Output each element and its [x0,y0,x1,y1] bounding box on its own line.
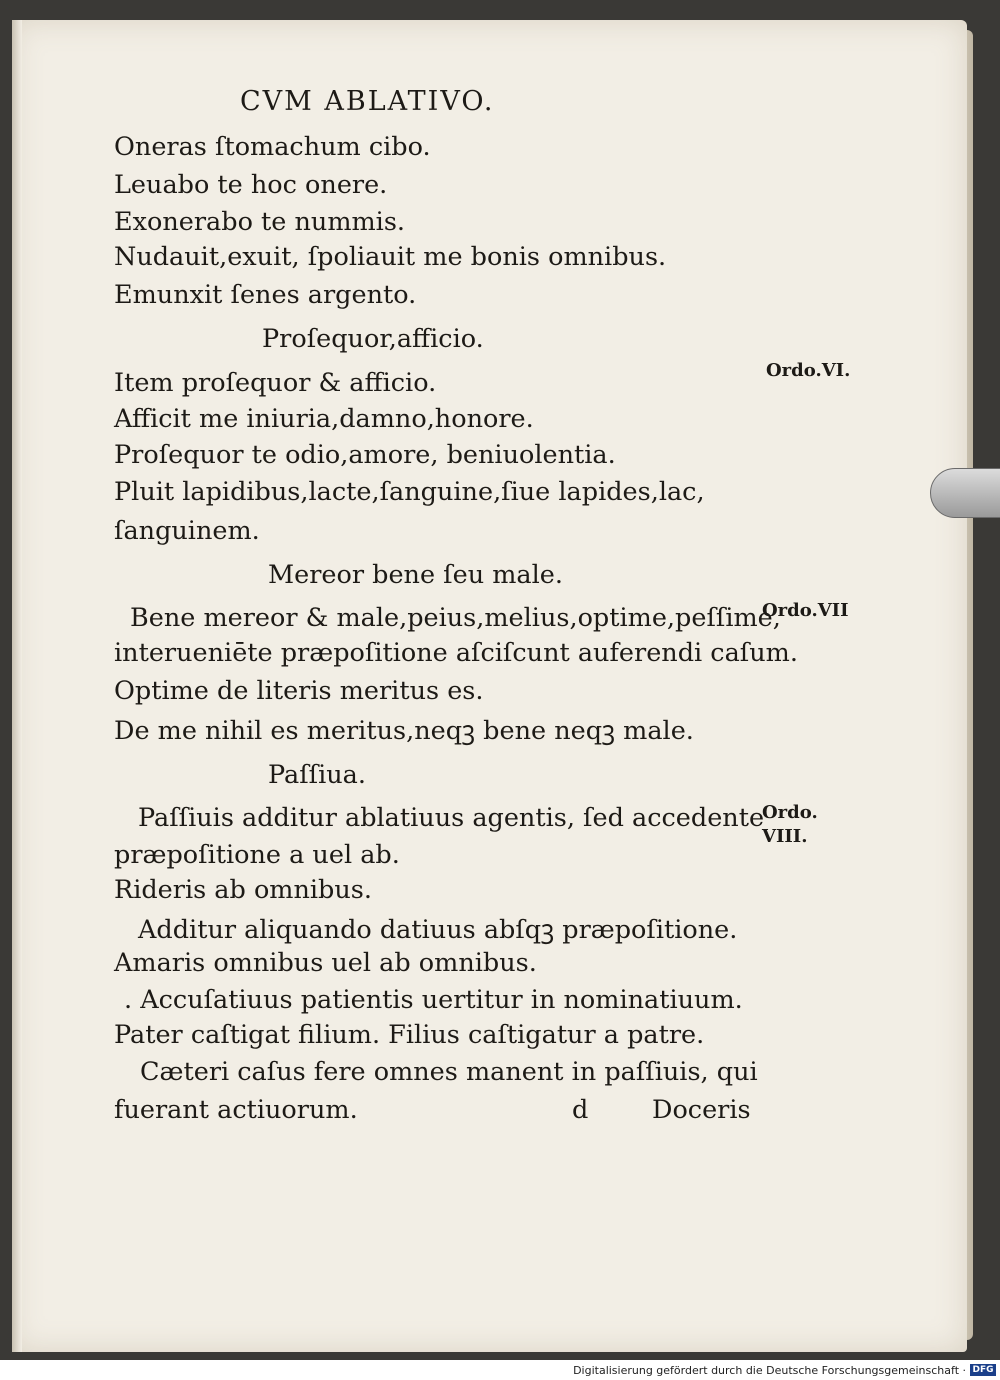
dfg-credit: Digitalisierung gefördert durch die Deutsche Forschungsgemeinschaft · [573,1364,966,1377]
text-line: Rideris ab omnibus. [114,875,372,905]
text-line: Optime de literis meritus es. [114,676,484,706]
text-line: Leuabo te hoc onere. [114,170,388,200]
text-line: Cæteri caſus fere omnes manent in paſſiuis, qui [140,1057,758,1087]
text-line: Amaris omnibus uel ab omnibus. [114,948,537,978]
dfg-logo: DFG [970,1364,996,1376]
section-heading: Proſequor,afficio. [262,324,484,354]
section-heading: Mereor bene ſeu male. [268,560,563,590]
text-line: Item proſequor & afficio. [114,368,437,398]
page-header: CVM ABLATIVO. [240,86,495,117]
text-line: præpoſitione a uel ab. [114,840,400,870]
text-line: Paſſiuis additur ablatiuus agentis, ſed accedente [138,803,765,833]
margin-note: VIII. [762,826,808,847]
margin-note: Ordo.VI. [766,360,851,381]
signature-mark: d [572,1095,589,1125]
text-line: Afficit me iniuria,damno,honore. [114,404,534,434]
text-line: De me nihil es meritus,neqꝫ bene neqꝫ male. [114,716,694,746]
bookmark-tab [930,468,1000,518]
text-line: Emunxit ſenes argento. [114,280,417,310]
text-line: Additur aliquando datiuus abſqꝫ præpoſitione. [138,915,738,945]
margin-note: Ordo.VII [762,600,849,621]
text-line: fuerant actiuorum. [114,1095,358,1125]
page-gutter [12,20,22,1352]
text-line: interueniēte præpoſitione aſciſcunt auferendi caſum. [114,638,798,668]
text-line: ſanguinem. [114,516,260,546]
text-line: Exonerabo te nummis. [114,207,406,237]
section-heading: Paſſiua. [268,760,366,790]
text-line: . Accuſatiuus patientis uertitur in nominatiuum. [124,985,743,1015]
text-line: Bene mereor & male,peius,melius,optime,peſſime, [130,603,781,633]
text-line: Oneras ſtomachum cibo. [114,132,431,162]
text-line: Pater caſtigat filium. Filius caſtigatur a patre. [114,1020,705,1050]
text-line: Nudauit,exuit, ſpoliauit me bonis omnibus. [114,242,667,272]
margin-note: Ordo. [762,802,818,823]
catchword: Doceris [652,1095,751,1125]
text-line: Pluit lapidibus,lacte,ſanguine,ſiue lapides,lac, [114,477,705,507]
text-line: Proſequor te odio,amore, beniuolentia. [114,440,616,470]
